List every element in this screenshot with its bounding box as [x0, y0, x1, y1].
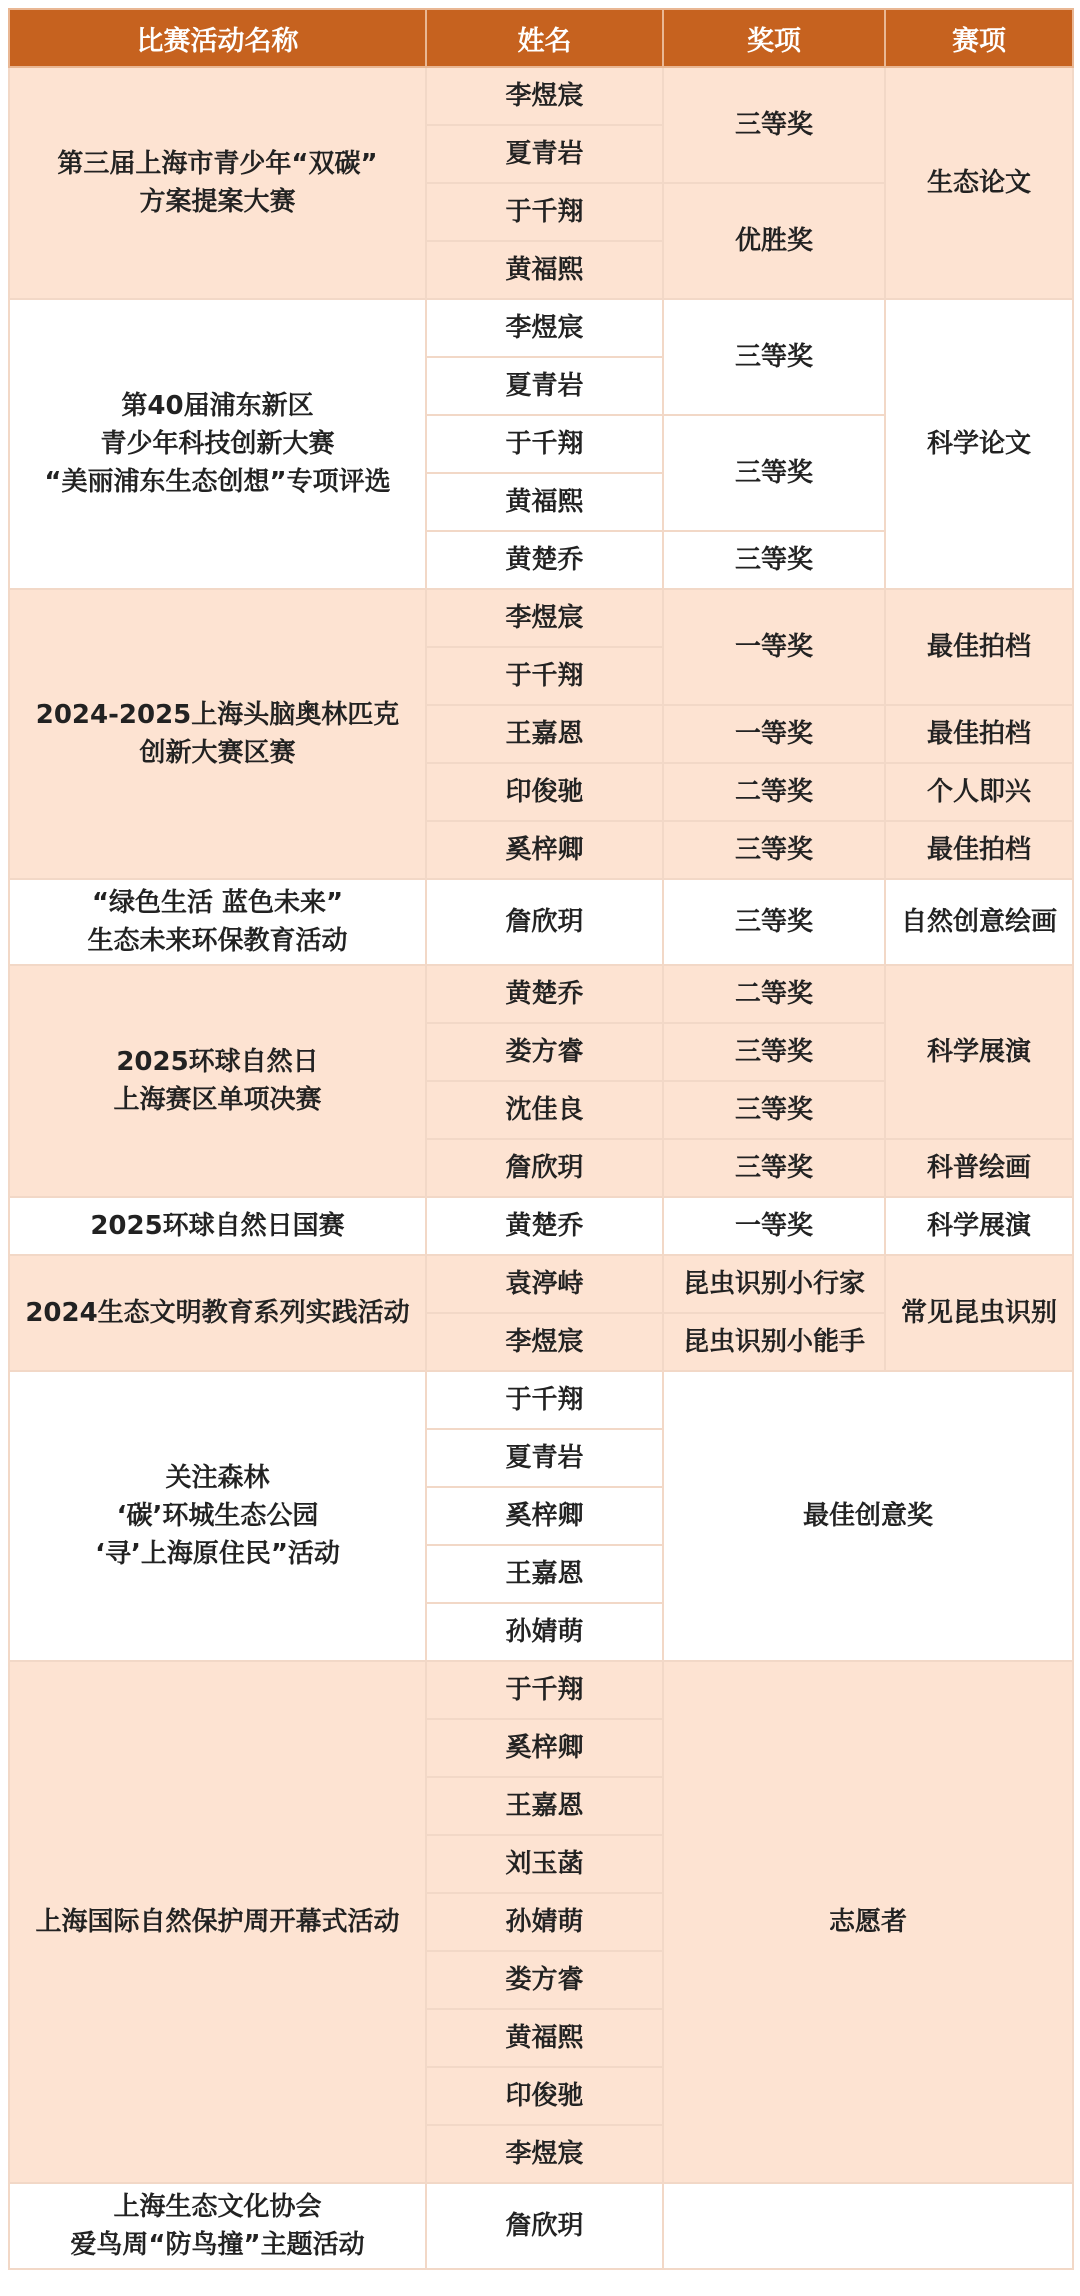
student-name-cell: 王嘉恩: [426, 1777, 663, 1835]
competition-name-line: 上海生态文化协会: [113, 2192, 322, 2222]
competition-name-cell: [9, 965, 426, 1197]
student-name-cell: 于千翔: [426, 647, 663, 705]
student-name-cell: 詹欣玥: [426, 1139, 663, 1197]
event-cell: 科学展演: [885, 1197, 1073, 1255]
competition-name-line: 2024-2025上海头脑奥林匹克: [35, 700, 400, 730]
event-cell: 最佳拍档: [885, 705, 1073, 763]
student-name-cell: 黄福熙: [426, 241, 663, 299]
student-name-cell: 奚梓卿: [426, 1487, 663, 1545]
header-event: 赛项: [885, 9, 1073, 67]
competition-name-line: ‘寻’上海原住民”活动: [95, 1539, 340, 1569]
award-cell: 三等奖: [663, 879, 885, 965]
competition-name-line: 2024生态文明教育系列实践活动: [25, 1298, 410, 1328]
award-cell: 三等奖: [663, 67, 885, 183]
student-name-cell: 黄楚乔: [426, 965, 663, 1023]
student-name-cell: 娄方睿: [426, 1951, 663, 2009]
student-name-cell: 王嘉恩: [426, 705, 663, 763]
competition-name-cell: [9, 879, 426, 965]
event-cell: 最佳拍档: [885, 589, 1073, 705]
student-name-cell: 于千翔: [426, 1661, 663, 1719]
award-cell: 三等奖: [663, 531, 885, 589]
student-name-cell: 奚梓卿: [426, 1719, 663, 1777]
competition-name-cell: [9, 67, 426, 299]
student-name-cell: 夏青岩: [426, 1429, 663, 1487]
table-row: [9, 965, 1073, 1023]
competition-name-cell: [9, 1197, 426, 1255]
merged-award-cell: 最佳创意奖: [663, 1371, 1073, 1661]
event-cell: 自然创意绘画: [885, 879, 1073, 965]
student-name-cell: 于千翔: [426, 1371, 663, 1429]
competition-name-line: 上海国际自然保护周开幕式活动: [35, 1907, 400, 1937]
event-cell: 科学论文: [885, 299, 1073, 589]
award-cell: 三等奖: [663, 299, 885, 415]
student-name-cell: 奚梓卿: [426, 821, 663, 879]
award-cell: 三等奖: [663, 1023, 885, 1081]
table-body: [9, 67, 1073, 2269]
table-row: [9, 1197, 1073, 1255]
student-name-cell: 黄福熙: [426, 2009, 663, 2067]
header-competition: 比赛活动名称: [9, 9, 426, 67]
student-name-cell: 李煜宸: [426, 1313, 663, 1371]
student-name-cell: 李煜宸: [426, 67, 663, 125]
header-award: 奖项: [663, 9, 885, 67]
award-cell: 三等奖: [663, 1081, 885, 1139]
competition-name-cell: [9, 1371, 426, 1661]
table-row: [9, 589, 1073, 647]
student-name-cell: 王嘉恩: [426, 1545, 663, 1603]
student-name-cell: 沈佳良: [426, 1081, 663, 1139]
competition-name-line: 爱鸟周“防鸟撞”主题活动: [70, 2230, 365, 2260]
student-name-cell: 黄楚乔: [426, 1197, 663, 1255]
student-name-cell: 李煜宸: [426, 589, 663, 647]
award-cell: 二等奖: [663, 965, 885, 1023]
student-name-cell: 夏青岩: [426, 357, 663, 415]
table-row: [9, 67, 1073, 125]
student-name-cell: 刘玉菡: [426, 1835, 663, 1893]
competition-name-line: “美丽浦东生态创想”专项评选: [44, 467, 391, 497]
student-name-cell: 孙婧萌: [426, 1603, 663, 1661]
header-name: 姓名: [426, 9, 663, 67]
award-cell: 昆虫识别小行家: [663, 1255, 885, 1313]
event-cell: 生态论文: [885, 67, 1073, 299]
award-cell: 一等奖: [663, 705, 885, 763]
merged-award-cell: 志愿者: [663, 1661, 1073, 2183]
competition-name-line: 青少年科技创新大赛: [100, 429, 335, 459]
student-name-cell: 印俊驰: [426, 763, 663, 821]
competition-name-cell: [9, 1661, 426, 2183]
student-name-cell: 孙婧萌: [426, 1893, 663, 1951]
student-name-cell: 黄楚乔: [426, 531, 663, 589]
awards-table: [8, 8, 1074, 2270]
student-name-cell: 印俊驰: [426, 2067, 663, 2125]
student-name-cell: 袁渟峙: [426, 1255, 663, 1313]
competition-name-line: 第三届上海市青少年“双碳”: [57, 149, 378, 179]
competition-name-line: 方案提案大赛: [139, 187, 296, 217]
competition-name-line: ‘碳’环城生态公园: [116, 1501, 319, 1531]
competition-name-cell: [9, 1255, 426, 1371]
student-name-cell: 詹欣玥: [426, 2183, 663, 2269]
table-row: [9, 1371, 1073, 1429]
award-cell: 昆虫识别小能手: [663, 1313, 885, 1371]
award-cell: 三等奖: [663, 415, 885, 531]
competition-name-line: 关注森林: [165, 1463, 270, 1493]
competition-name-line: 2025环球自然日: [116, 1047, 319, 1077]
student-name-cell: 李煜宸: [426, 2125, 663, 2183]
competition-name-line: 上海赛区单项决赛: [113, 1085, 322, 1115]
event-cell: 科学展演: [885, 965, 1073, 1139]
table-row: [9, 299, 1073, 357]
competition-name-line: 2025环球自然日国赛: [90, 1211, 345, 1241]
competition-name-cell: [9, 2183, 426, 2269]
awards-table-wrapper: [8, 8, 1072, 2270]
student-name-cell: 黄福熙: [426, 473, 663, 531]
student-name-cell: 詹欣玥: [426, 879, 663, 965]
award-cell: 一等奖: [663, 1197, 885, 1255]
student-name-cell: 李煜宸: [426, 299, 663, 357]
competition-name-line: 第40届浦东新区: [121, 391, 314, 421]
event-cell: 科普绘画: [885, 1139, 1073, 1197]
table-row: [9, 1661, 1073, 1719]
competition-name-line: “绿色生活 蓝色未来”: [91, 888, 344, 918]
award-cell: 优胜奖: [663, 183, 885, 299]
competition-name-line: 生态未来环保教育活动: [87, 926, 348, 956]
award-cell: 一等奖: [663, 589, 885, 705]
table-row: [9, 879, 1073, 965]
competition-name-line: 创新大赛区赛: [139, 738, 296, 768]
event-cell: 最佳拍档: [885, 821, 1073, 879]
event-cell: 常见昆虫识别: [885, 1255, 1073, 1371]
student-name-cell: 夏青岩: [426, 125, 663, 183]
award-cell: 三等奖: [663, 1139, 885, 1197]
header-row: [9, 9, 1073, 67]
student-name-cell: 娄方睿: [426, 1023, 663, 1081]
award-cell: 三等奖: [663, 821, 885, 879]
merged-award-cell: [663, 2183, 1073, 2269]
student-name-cell: 于千翔: [426, 183, 663, 241]
competition-name-cell: [9, 589, 426, 879]
competition-name-cell: [9, 299, 426, 589]
table-row: [9, 1255, 1073, 1313]
event-cell: 个人即兴: [885, 763, 1073, 821]
award-cell: 二等奖: [663, 763, 885, 821]
table-row: [9, 2183, 1073, 2269]
student-name-cell: 于千翔: [426, 415, 663, 473]
